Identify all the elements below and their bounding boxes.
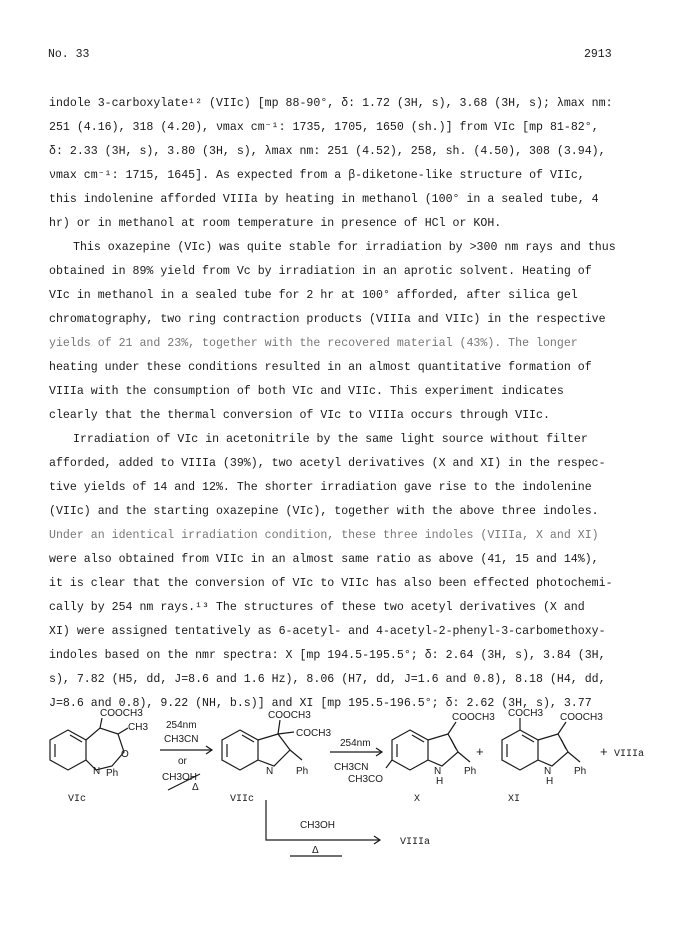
text-line: obtained in 89% yield from Vc by irradiation in an aprotic solvent. Heating of [49,265,592,278]
text-line: νmax cm⁻¹: 1715, 1645]. As expected from a β-diketone-like structure of VIIc, [49,169,585,182]
vic-substituent-coome: COOCH3 [100,708,143,719]
compound-label-viiia: VIIIa [400,837,431,848]
condition-heat-bottom: Δ [312,845,319,856]
text-line: J=8.6 and 0.8), 9.22 (NH, b.s)] and XI [mp 195.5-196.5°; δ: 2.62 (3H, s), 3.77 [49,697,592,710]
reaction-scheme [0,708,680,933]
text-line: hr) or in methanol at room temperature in presence of HCl or KOH. [49,217,502,230]
text-line: s), 7.82 (H5, dd, J=8.6 and 1.6 Hz), 8.06 (H7, dd, J=1.6 and 0.8), 8.18 (H4, dd, [49,673,606,686]
page-number: 2913 [584,48,612,61]
viic-ring-nitrogen: N [266,766,274,777]
viic-substituent-coch3: COCH3 [296,728,332,739]
compound-label-viic: VIIc [230,794,255,805]
journal-issue-number: No. 33 [48,48,90,61]
viic-phenyl: Ph [296,766,309,777]
condition-ch3oh: CH3OH [162,772,198,783]
vic-phenyl: Ph [106,768,119,779]
text-line: 251 (4.16), 318 (4.20), νmax cm⁻¹: 1735, 1705, 1650 (sh.)] from VIc [mp 81-82°, [49,121,599,134]
paragraph-start-line: This oxazepine (VIc) was quite stable for irradiation by >300 nm rays and thus [73,241,616,254]
xi-pyrrole-ring [538,734,568,766]
x-substituent-acetyl: CH3CO [348,774,384,785]
text-line: XI) were assigned tentatively as 6-acetyl- and 4-acetyl-2-phenyl-3-carbomethoxy- [49,625,606,638]
text-line: tive yields of 14 and 12%. The shorter irradiation gave rise to the indolenine [49,481,592,494]
viic-five-ring [258,734,290,766]
text-line: heating under these conditions resulted in an almost quantitative formation of [49,361,592,374]
text-line: VIc in methanol in a sealed tube for 2 hr at 100° afforded, after silica gel [49,289,578,302]
condition-or: or [178,756,187,767]
text-line: it is clear that the conversion of VIc to VIIc has also been effected photochemi- [49,577,613,590]
text-line: Under an identical irradiation condition, these three indoles (VIIIa, X and XI) [49,529,599,542]
condition-254nm: 254nm [166,720,197,731]
x-phenyl: Ph [464,766,477,777]
x-nh-hydrogen: H [436,776,444,787]
condition-ch3cn-2: CH3CN [334,762,369,773]
text-line: chromatography, two ring contraction products (VIIIa and VIIc) in the respective [49,313,606,326]
text-line: indoles based on the nmr spectra: X [mp 194.5-195.5°; δ: 2.64 (3H, s), 3.84 (3H, [49,649,606,662]
viic-substituent-coome: COOCH3 [268,710,311,721]
text-line: this indolenine afforded VIIIa by heating in methanol (100° in a sealed tube, 4 [49,193,599,206]
compound-label-vic: VIc [68,794,87,805]
x-ring-nitrogen: N [434,766,442,777]
paragraph-start-line: Irradiation of VIc in acetonitrile by the same light source without filter [73,433,588,446]
condition-254nm-2: 254nm [340,738,371,749]
vic-ring-nitrogen: N [93,766,101,777]
condition-heat: Δ [192,782,199,793]
xi-nh-hydrogen: H [546,776,554,787]
text-line: (VIIc) and the starting oxazepine (VIc), together with the above three indoles. [49,505,599,518]
condition-ch3oh-bottom: CH3OH [300,820,336,831]
text-line: δ: 2.33 (3H, s), 3.80 (3H, s), λmax nm: 251 (4.52), 258, sh. (4.50), 308 (3.94), [49,145,606,158]
text-line: were also obtained from VIIc in an almost same ratio as above (41, 15 and 14%), [49,553,599,566]
text-line: VIIIa with the consumption of both VIc and VIIc. This experiment indicates [49,385,564,398]
x-substituent-coome: COOCH3 [452,712,495,723]
compound-label-x: X [414,794,421,805]
xi-ring-nitrogen: N [544,766,552,777]
condition-ch3cn: CH3CN [164,734,199,745]
xi-substituent-coome: COOCH3 [560,712,603,723]
x-pyrrole-ring [428,734,458,766]
text-line: cally by 254 nm rays.¹³ The structures of these two acetyl derivatives (X and [49,601,585,614]
xi-phenyl: Ph [574,766,587,777]
plus-sign: + [476,744,484,759]
xi-substituent-acetyl: COCH3 [508,708,544,719]
product-label-viiia: VIIIa [614,749,645,760]
text-line: clearly that the thermal conversion of VIc to VIIIa occurs through VIIc. [49,409,550,422]
plus-sign: + [600,744,608,759]
text-line: afforded, added to VIIIa (39%), two acetyl derivatives (X and XI) in the respec- [49,457,606,470]
article-body [49,92,649,716]
text-line: yields of 21 and 23%, together with the recovered material (43%). The longer [49,337,578,350]
vic-substituent-ch3: CH3 [128,722,149,733]
vic-ring-oxygen: O [121,749,129,760]
text-line: indole 3-carboxylate¹² (VIIc) [mp 88-90°, δ: 1.72 (3H, s), 3.68 (3H, s); λmax nm: [49,97,613,110]
compound-label-xi: XI [508,794,521,805]
reaction-scheme-drawing [0,708,680,933]
